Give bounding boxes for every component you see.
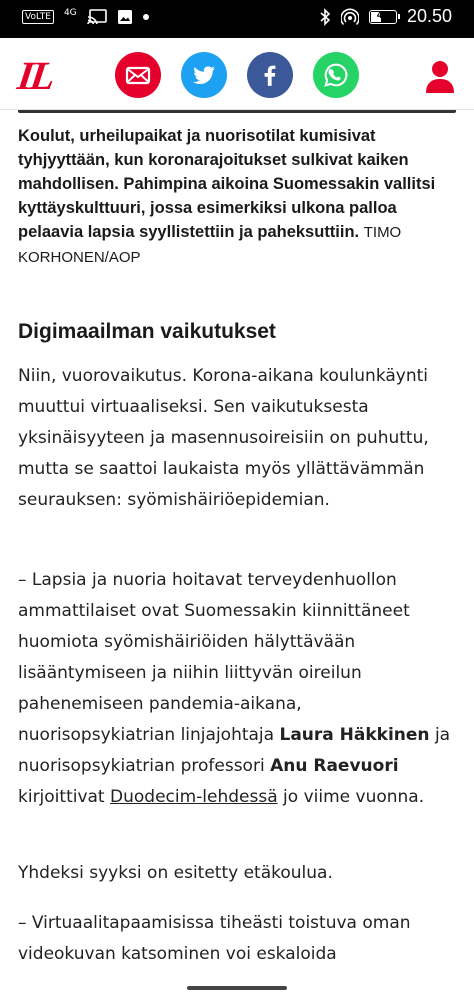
notification-dot-icon [143,14,149,20]
profile-button[interactable] [423,58,457,94]
app-header [0,38,474,110]
clock: 20.50 [406,6,452,26]
share-facebook-button[interactable] [247,52,293,98]
person-name: Anu Raevuori [270,756,399,776]
article-subheading: Digimaailman vaikutukset [18,320,276,343]
image-caption [18,124,458,270]
twitter-icon [191,62,217,88]
share-twitter-button[interactable] [181,52,227,98]
paragraph-text: jo viime vuonna. [283,787,425,807]
cast-icon [87,9,107,25]
whatsapp-icon [323,62,349,88]
status-right [319,6,452,27]
article-paragraph: Yhdeksi syyksi on esitetty etäkoulua. [18,863,333,883]
signal-type: 4G [63,8,77,18]
person-name: Laura Häkkinen [279,725,430,745]
article-paragraph-quote [18,565,458,813]
caption-text: Koulut, urheilupaikat ja nuorisotilat kumisivat tyhjyyttään, kun koronarajoitukset sulkivat kaiken mahdollisen. Pahimpina aikoina Suomessakin vallitsi kyttäyskulttuuri, jossa esimerkiksi ulkona palloa pelaavia lapsia syyllistettiin ja paheksuttiin. [18,127,436,241]
il-logo[interactable]: IL [14,53,56,98]
share-whatsapp-button[interactable] [313,52,359,98]
bluetooth-icon [319,8,331,26]
paragraph-text: ja nuorisopsykiatrian professori [18,725,451,776]
status-left [22,9,149,25]
share-email-button[interactable] [115,52,161,98]
hotspot-icon [341,8,359,26]
duodecim-link[interactable]: Duodecim-lehdessä [110,787,278,807]
home-indicator[interactable] [187,986,287,990]
status-bar [0,0,474,38]
volte-indicator: VoLTE [22,10,54,24]
image-icon [117,9,133,25]
battery-level: 41 [376,10,390,21]
battery-icon [369,10,397,24]
article-paragraph: – Virtuaalitapaamisissa tiheästi toistuva oman videokuvan katsominen voi eskaloida [18,913,411,964]
paragraph-text: kirjoittivat [18,787,105,807]
article-image-edge [18,110,456,113]
profile-icon [423,58,457,94]
paragraph-text: – Lapsia ja nuoria hoitavat terveydenhuollon ammattilaiset ovat Suomessakin kiinnittäneet huomiota syömishäiriöiden hälyttävään lisääntymiseen ja niihin liittyvän oireilun pahenemiseen pandemia-aikana, nuorisopsykiatrian linjajohtaja [18,570,410,745]
caption-credit: TIMO KORHONEN/AOP [18,224,402,266]
facebook-icon [257,62,283,88]
article-paragraph: Niin, vuorovaikutus. Korona-aikana koulunkäynti muuttui virtuaaliseksi. Sen vaikutuksesta yksinäisyyteen ja masennusoireisiin on puhuttu, mutta se saattoi laukaista myös yllättävämmän seurauksen: syömishäiriöepidemian. [18,366,429,510]
email-icon [125,62,151,88]
